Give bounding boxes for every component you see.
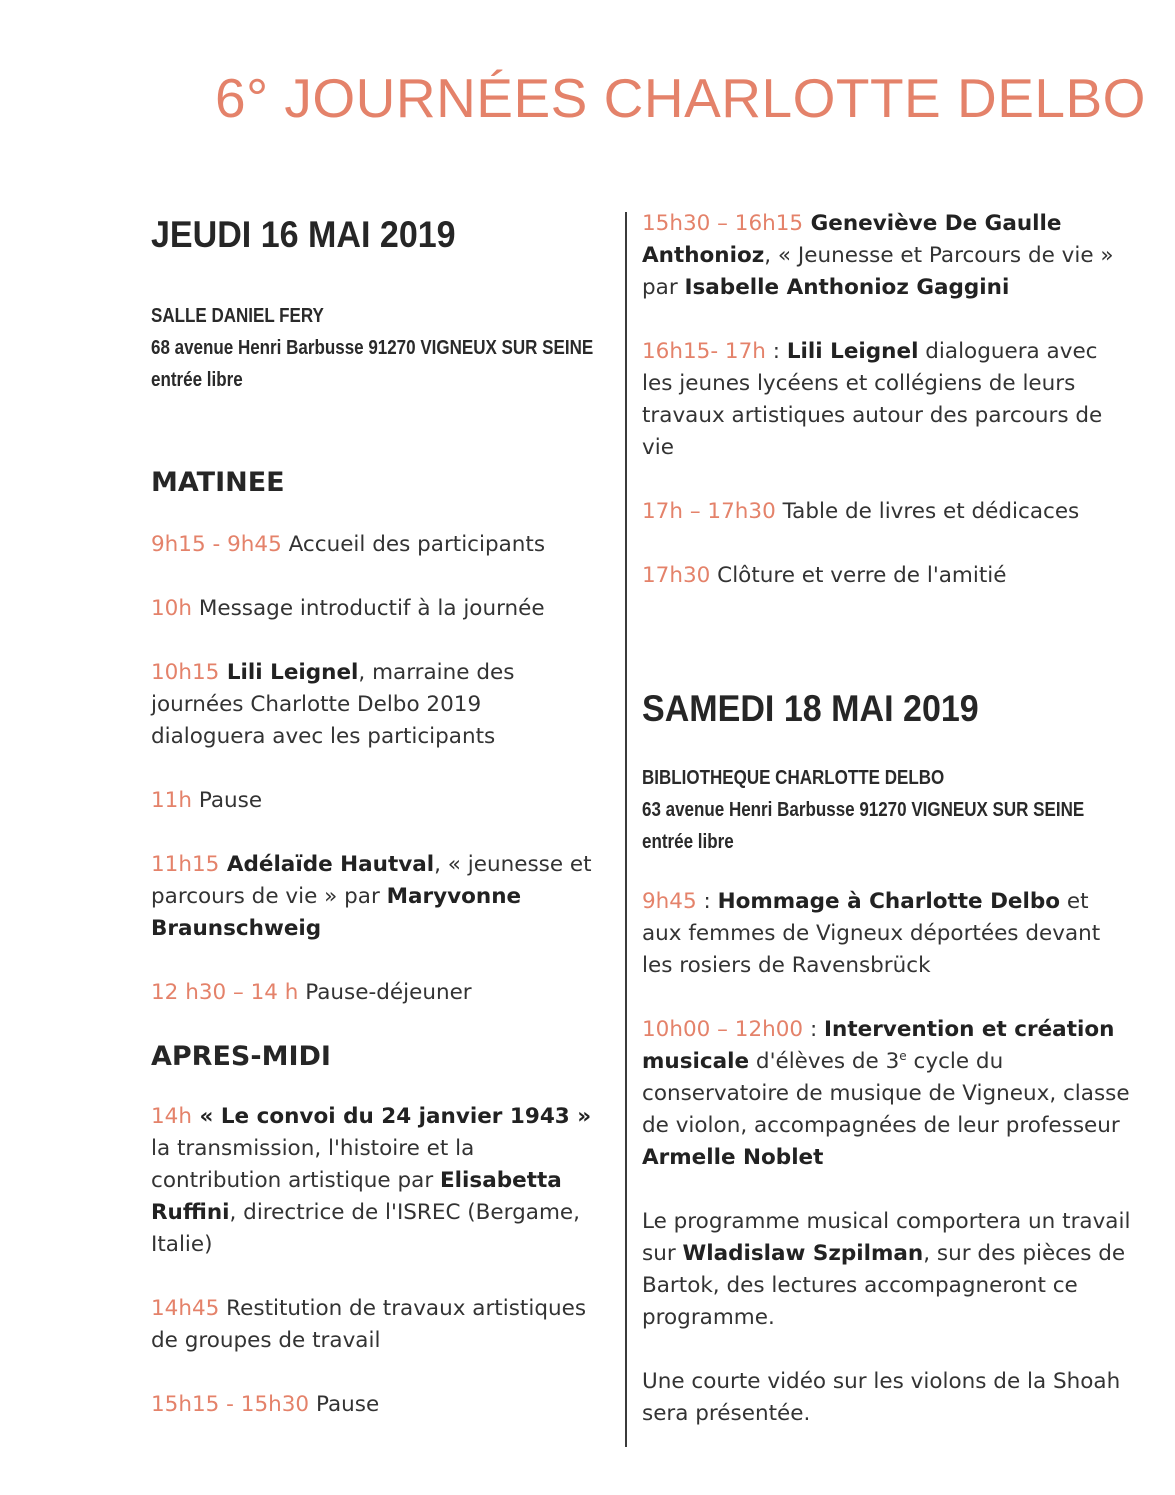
matinee-heading: MATINEE <box>151 467 285 498</box>
entry-text: Pause <box>309 1392 380 1417</box>
column-divider <box>625 212 627 1447</box>
superscript: e <box>899 1048 907 1063</box>
afternoon-and-saturday-column <box>642 208 1132 1430</box>
speaker-name: Armelle Noblet <box>642 1145 824 1170</box>
speaker-name: Adélaïde Hautval <box>219 852 435 877</box>
entry-text: Accueil des participants <box>281 532 546 557</box>
entry-time: 10h <box>151 596 192 621</box>
entry-text: Pause <box>191 788 263 813</box>
schedule-entry <box>151 1101 601 1261</box>
speaker-name: Geneviève De Gaulle Anthonioz <box>642 211 1062 268</box>
entry-text: et aux femmes de Vigneux déportées devant les rosiers de Ravensbrück <box>642 889 1101 978</box>
schedule-entry <box>642 1014 1132 1174</box>
thursday-venue-entry: entrée libre <box>151 369 243 391</box>
thursday-venue-address: 68 avenue Henri Barbusse 91270 VIGNEUX SUR SEINE <box>151 337 594 359</box>
schedule-entry <box>642 886 1132 982</box>
entry-time: 16h15- 17h <box>642 339 766 364</box>
entry-text: , sur des pièces de Bartok, des lectures accompagneront ce programme. <box>642 1241 1126 1330</box>
page-title: 6° JOURNÉES CHARLOTTE DELBO <box>215 67 1146 129</box>
entry-time: 9h15 - 9h45 <box>151 532 282 557</box>
schedule-entry <box>151 785 601 817</box>
schedule-entry <box>642 560 1132 592</box>
saturday-venue-entry: entrée libre <box>642 831 734 853</box>
entry-text: d'élèves de 3 <box>749 1049 900 1074</box>
entry-time: 10h15 <box>151 660 220 685</box>
entry-separator: : <box>696 889 718 914</box>
entry-separator: : <box>765 339 787 364</box>
entry-text: Le programme musical comportera un travail sur <box>642 1209 1131 1266</box>
entry-time: 9h45 <box>642 889 697 914</box>
schedule-entry <box>151 849 601 945</box>
schedule-entry <box>151 529 601 561</box>
event-title: « Le convoi du 24 janvier 1943 » <box>191 1104 592 1129</box>
saturday-venue-name: BIBLIOTHEQUE CHARLOTTE DELBO <box>642 767 945 789</box>
entry-time: 15h15 - 15h30 <box>151 1392 310 1417</box>
entry-text: Restitution de travaux artistiques de groupes de travail <box>151 1296 587 1353</box>
entry-time: 17h – 17h30 <box>642 499 776 524</box>
entry-text: , « Jeunesse et Parcours de vie » par <box>642 243 1114 300</box>
speaker-name: Elisabetta Ruffini <box>151 1168 562 1225</box>
speaker-name: Isabelle Anthonioz Gaggini <box>684 275 1010 300</box>
entry-time: 15h30 – 16h15 <box>642 211 804 236</box>
entry-text: Message introductif à la journée <box>191 596 545 621</box>
saturday-venue-address: 63 avenue Henri Barbusse 91270 VIGNEUX SUR SEINE <box>642 799 1085 821</box>
schedule-entry <box>642 336 1132 464</box>
saturday-heading: SAMEDI 18 MAI 2019 <box>642 688 979 729</box>
entry-text: la transmission, l'histoire et la contribution artistique par <box>151 1136 475 1193</box>
entry-text: , directrice de l'ISREC (Bergame, Italie) <box>151 1200 580 1257</box>
speaker-name: Lili Leignel <box>786 339 919 364</box>
entry-text: Table de livres et dédicaces <box>775 499 1080 524</box>
thursday-venue-name: SALLE DANIEL FERY <box>151 305 324 327</box>
thursday-column <box>151 210 601 1421</box>
entry-time: 14h <box>151 1104 192 1129</box>
entry-separator: : <box>803 1017 825 1042</box>
apres-midi-heading: APRES-MIDI <box>151 1041 331 1072</box>
program-paragraph <box>642 1206 1132 1334</box>
schedule-entry <box>151 977 601 1009</box>
entry-text: Clôture et verre de l'amitié <box>710 563 1007 588</box>
entry-text: Une courte vidéo sur les violons de la Shoah sera présentée. <box>642 1369 1121 1426</box>
speaker-name: Maryvonne Braunschweig <box>151 884 522 941</box>
entry-time: 12 h30 – 14 h <box>151 980 299 1005</box>
speaker-name: Lili Leignel <box>219 660 359 685</box>
entry-text: , marraine des journées Charlotte Delbo 2019 dialoguera avec les participants <box>151 660 515 749</box>
video-paragraph <box>642 1366 1132 1430</box>
schedule-entry <box>151 593 601 625</box>
entry-text: cycle du conservatoire de musique de Vigneux, classe de violon, accompagnées de leur professeur <box>642 1049 1130 1138</box>
entry-time: 11h15 <box>151 852 220 877</box>
thursday-heading: JEUDI 16 MAI 2019 <box>151 214 456 255</box>
schedule-entry <box>151 1389 601 1421</box>
entry-text: Pause-déjeuner <box>298 980 472 1005</box>
schedule-entry <box>151 657 601 753</box>
schedule-entry <box>642 496 1132 528</box>
entry-text: dialoguera avec les jeunes lycéens et collégiens de leurs travaux artistiques autour des parcours de vie <box>642 339 1103 460</box>
entry-time: 11h <box>151 788 192 813</box>
event-title: Intervention et création musicale <box>642 1017 1115 1074</box>
schedule-entry <box>642 208 1132 304</box>
entry-time: 10h00 – 12h00 <box>642 1017 804 1042</box>
speaker-name: Wladislaw Szpilman <box>682 1241 924 1266</box>
event-title: Hommage à Charlotte Delbo <box>717 889 1061 914</box>
entry-time: 17h30 <box>642 563 711 588</box>
entry-text: , « jeunesse et parcours de vie » par <box>151 852 592 909</box>
entry-time: 14h45 <box>151 1296 220 1321</box>
schedule-entry <box>151 1293 601 1357</box>
